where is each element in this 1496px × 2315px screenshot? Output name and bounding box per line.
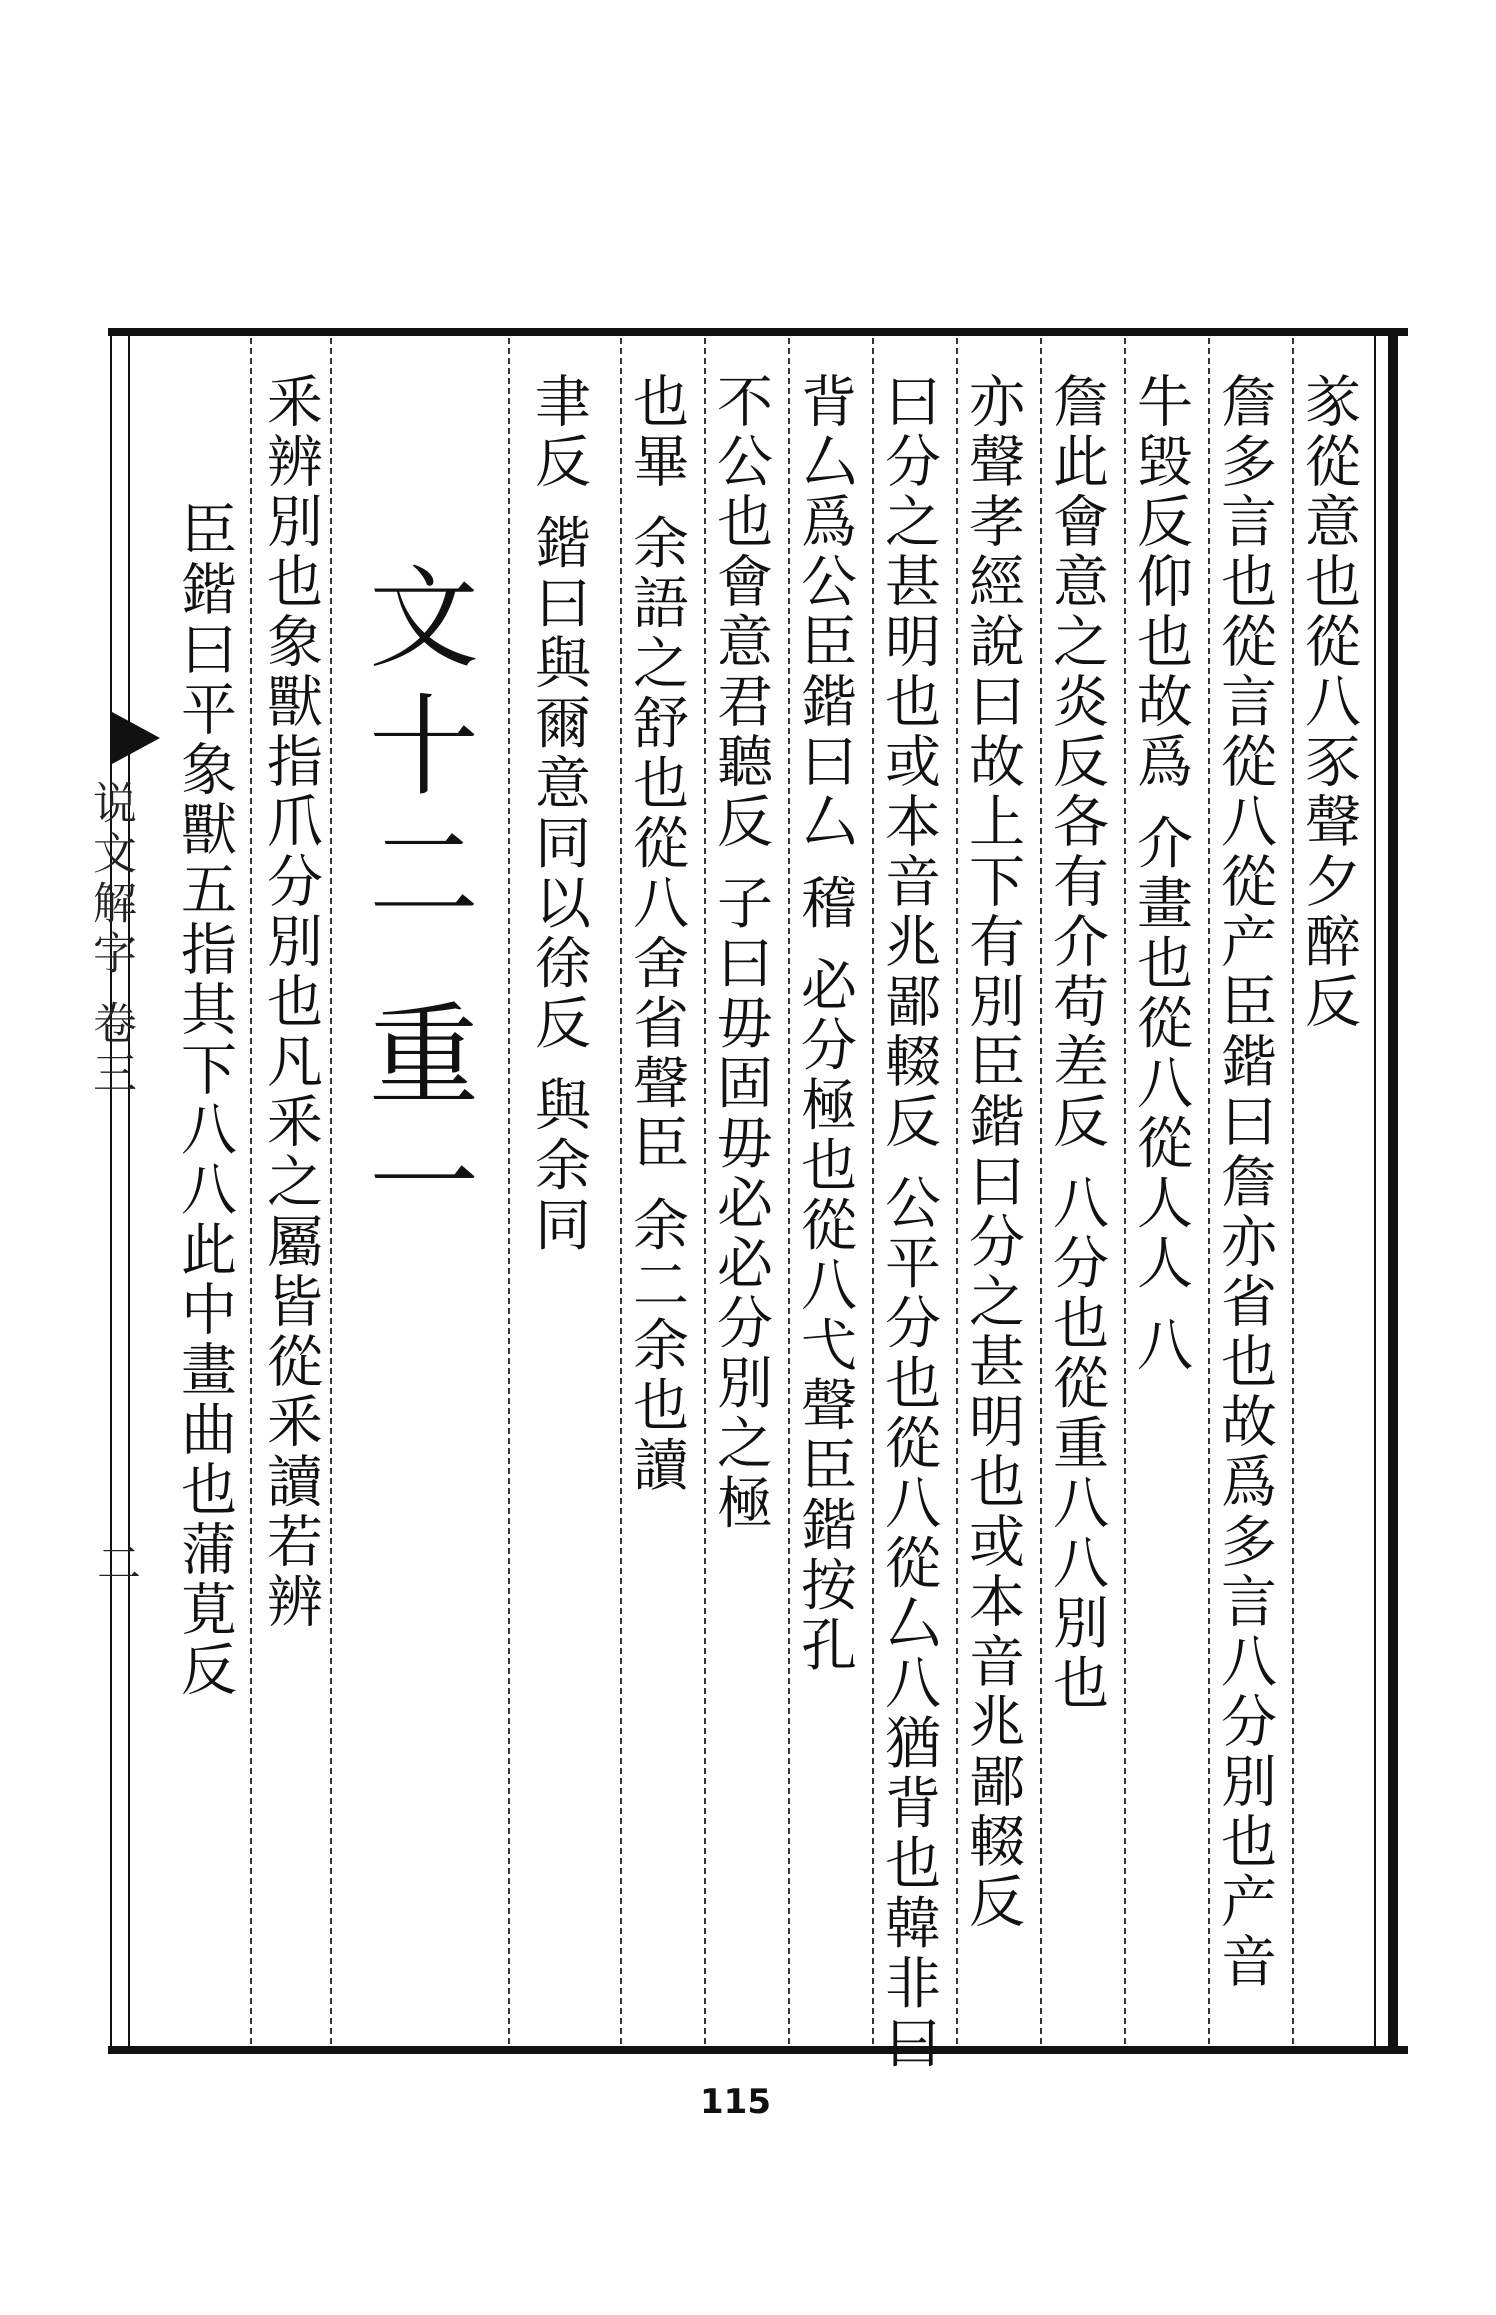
column-separator [330, 338, 332, 2044]
text-column-1: 㒸從意也從八豕聲夕醉反 [1296, 372, 1361, 1032]
character-count: 文十二 重一 [351, 560, 479, 1253]
column-separator [508, 338, 510, 2044]
column-separator [620, 338, 622, 2044]
fishtail-ornament [112, 712, 160, 764]
text-column-5: 亦聲孝經說曰故上下有別臣鍇曰分之甚明也或本音兆鄙輟反 [960, 372, 1025, 1932]
text-column-7: 背厶爲公臣鍇曰厶 稽 必分極也從八弋聲臣鍇按孔 [792, 372, 857, 1676]
column-separator [704, 338, 706, 2044]
text-column-3: 牛毀反仰也故爲 介畫也從八從人人 八 [1128, 372, 1193, 1376]
frame-left-outer-border [110, 336, 112, 2046]
page-number: 115 [700, 2082, 771, 2122]
frame-top-border [108, 328, 1408, 336]
gutter-title: 说文解字 卷三 [85, 780, 136, 1100]
column-separator [872, 338, 874, 2044]
gutter-leaf-number: 二 [89, 1540, 140, 1584]
text-column-2: 詹多言也從言從八從产臣鍇曰詹亦省也故爲多言八分別也产音 [1212, 372, 1277, 1992]
frame-right-inner-border [1374, 336, 1376, 2046]
text-column-8: 不公也會意君聽反 子曰毋固毋必必分別之極 [708, 372, 773, 1534]
column-separator [1208, 338, 1210, 2044]
frame-bottom-border [108, 2046, 1408, 2054]
text-column-10: 聿反 鍇曰與爾意同以徐反 與余同 [526, 372, 591, 1256]
frame-right-border [1388, 328, 1398, 2054]
text-column-9: 也畢 余語之舒也從八舍省聲臣 余二余也讀 [624, 372, 689, 1496]
column-separator [1292, 338, 1294, 2044]
text-column-4: 詹此會意之炎反各有介苟差反 八分也從重八八別也 [1044, 372, 1109, 1714]
column-separator [250, 338, 252, 2044]
text-column-12: 釆辨別也象獸指爪分別也凡釆之屬皆從釆讀若辨 [258, 372, 323, 1632]
column-separator [956, 338, 958, 2044]
column-separator [788, 338, 790, 2044]
column-separator [1040, 338, 1042, 2044]
text-column-13: 臣鍇曰平象獸五指其下八八此中畫曲也蒲莧反 [172, 500, 237, 1700]
column-separator [1124, 338, 1126, 2044]
text-column-6: 曰分之甚明也或本音兆鄙輟反 公平分也從八從厶八猶背也韓非曰 [876, 372, 941, 2074]
frame-left-border [128, 336, 130, 2046]
